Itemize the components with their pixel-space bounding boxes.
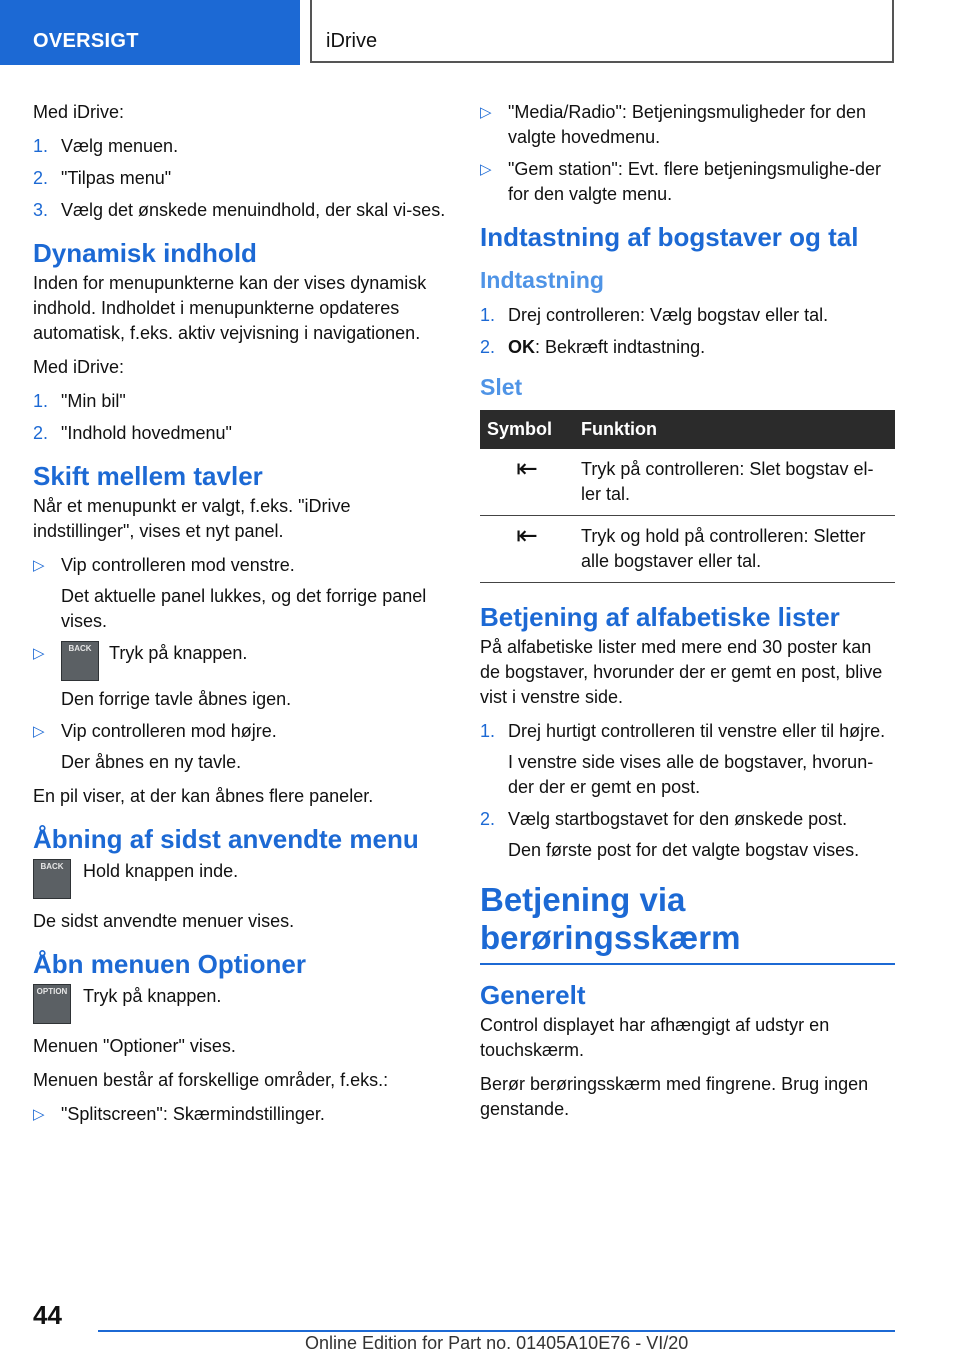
ok-symbol-icon: OK — [508, 337, 535, 357]
entry-subheading: Indtastning — [480, 267, 604, 293]
bullet-triangle-icon: ▷ — [480, 161, 492, 178]
delete-arrow-icon: ⇤ — [480, 516, 574, 583]
intro-steps — [33, 134, 451, 223]
left-column — [33, 100, 451, 1136]
delete-symbol-table — [480, 410, 895, 583]
section-tab — [0, 0, 300, 65]
bullet-triangle-icon: ▷ — [33, 645, 45, 662]
general-text-2: Berør berøringsskærm med fingrene. Brug ingen genstande. — [480, 1074, 869, 1119]
table-row: ⇤ Tryk og hold på controlleren: Sletter alle bogstaver eller tal. — [480, 516, 895, 583]
switch-note: En pil viser, at der kan åbnes flere paneler. — [33, 786, 374, 806]
list-item: ▷ "Gem station": Evt. flere betjeningsmulighe-der for den valgte menu. — [480, 159, 881, 204]
general-text-1: Control displayet har afhængigt af udstyr en touchskærm. — [480, 1015, 830, 1060]
back-button-icon: BACK — [61, 641, 99, 681]
list-item: 1. Vælg menuen. — [33, 136, 179, 156]
delete-arrow-icon: ⇤ — [480, 449, 574, 516]
page-number: 44 — [33, 1300, 62, 1330]
table-header-row — [480, 410, 895, 449]
list-item: ▷ "Media/Radio": Betjeningsmuligheder for den valgte hovedmenu. — [480, 102, 866, 147]
last-menu-result: De sidst anvendte menuer vises. — [33, 911, 295, 931]
list-item: 2. Vælg startbogstavet for den ønskede post. Den første post for det valgte bogstav vises. — [480, 809, 860, 860]
options-bullets-continued — [480, 100, 895, 207]
list-item: 1. "Min bil" — [33, 391, 126, 411]
right-column — [480, 100, 895, 1131]
bullet-triangle-icon: ▷ — [480, 104, 492, 121]
options-bullets — [33, 1102, 451, 1127]
delete-subheading: Slet — [480, 374, 523, 400]
switch-bullets — [33, 553, 451, 775]
bullet-triangle-icon: ▷ — [33, 557, 45, 574]
table-header-symbol: Symbol — [480, 410, 574, 449]
list-item: 3. Vælg det ønskede menuindhold, der skal vi-ses. — [33, 200, 446, 220]
alpha-lists-heading: Betjening af alfabetiske lister — [480, 602, 840, 632]
dynamic-content-text: Inden for menupunkterne kan der vises dynamisk indhold. Indholdet i menupunkterne opdateres automatisk, f.eks. aktiv vejvisning i navigationen. — [33, 273, 427, 343]
chapter-tab — [310, 0, 894, 63]
list-item: ▷ "Splitscreen": Skærmindstillinger. — [33, 1102, 451, 1127]
table-header-function: Funktion — [574, 410, 895, 449]
dynamic-label: Med iDrive: — [33, 357, 125, 377]
list-item: 2. OK: Bekræft indtastning. — [480, 337, 706, 357]
bullet-triangle-icon: ▷ — [33, 723, 45, 740]
switch-panels-heading: Skift mellem tavler — [33, 461, 263, 491]
dynamic-steps — [33, 389, 451, 446]
section-title: OVERSIGT — [33, 30, 139, 52]
footer-edition: Online Edition for Part no. 01405A10E76 - VI/20 — [305, 1333, 689, 1353]
alpha-lists-text: På alfabetiske lister med mere end 30 poster kan de bogstaver, hvorunder der er gemt en post, blive vist i venstre side. — [480, 637, 883, 707]
last-menu-heading: Åbning af sidst anvendte menu — [33, 824, 419, 854]
list-item: ▷ Vip controlleren mod venstre. Det aktuelle panel lukkes, og det forrige panel vises. — [33, 555, 427, 631]
back-button-icon: BACK — [33, 859, 71, 899]
last-menu-instruction: BACK Hold knappen inde. — [33, 859, 451, 899]
entry-steps — [480, 303, 895, 360]
table-row: ⇤ Tryk på controlleren: Slet bogstav el-ler tal. — [480, 449, 895, 516]
option-button-icon: OPTION — [33, 984, 71, 1024]
general-subheading: Generelt — [480, 980, 586, 1010]
options-heading: Åbn menuen Optioner — [33, 949, 306, 979]
list-item: 1. Drej controlleren: Vælg bogstav eller tal. — [480, 305, 829, 325]
footer-divider — [98, 1330, 895, 1332]
list-item: 2. "Indhold hovedmenu" — [33, 423, 232, 443]
switch-panels-text: Når et menupunkt er valgt, f.eks. "iDrive indstillinger", vises et nyt panel. — [33, 496, 351, 541]
bullet-triangle-icon: ▷ — [33, 1106, 45, 1123]
chapter-title: iDrive — [326, 30, 378, 52]
list-item: ▷ Vip controlleren mod højre. Der åbnes en ny tavle. — [33, 721, 277, 772]
options-instruction: OPTION Tryk på knappen. — [33, 984, 451, 1024]
options-consists: Menuen består af forskellige områder, f.eks.: — [33, 1070, 389, 1090]
list-item: 2. "Tilpas menu" — [33, 168, 172, 188]
list-item: ▷ BACK Tryk på knappen. Den forrige tavle åbnes igen. — [33, 643, 292, 709]
list-item: 1. Drej hurtigt controlleren til venstre eller til højre. I venstre side vises alle de bogstaver, hvorun-der der er gemt en post. — [480, 721, 886, 797]
intro-label: Med iDrive: — [33, 102, 125, 122]
touchscreen-heading: Betjening via berøringsskærm — [480, 881, 895, 965]
options-result: Menuen "Optioner" vises. — [33, 1036, 236, 1056]
dynamic-content-heading: Dynamisk indhold — [33, 238, 257, 268]
entry-heading: Indtastning af bogstaver og tal — [480, 222, 859, 252]
alpha-steps — [480, 719, 895, 863]
